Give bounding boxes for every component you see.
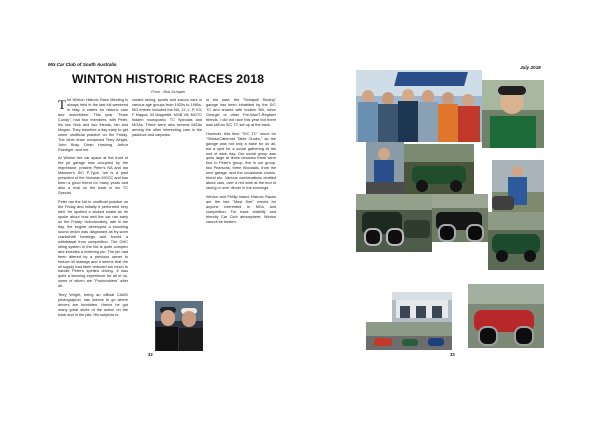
article-column-3 bbox=[206, 98, 276, 360]
race-driver-closeup-photo bbox=[482, 80, 544, 148]
paragraph-entries: cluded racing, sports and saloon cars in various age groups from 1920s to 1980s. MG entries included the NA, J2, L, P, K3, F Magna, 34 Magnette, MGB V8, MGTC hidden monoposto, TC Specials and MGAs. There were also several MGAs among the other interesting cars in the paddock and carparks. bbox=[132, 98, 202, 137]
paragraph-intro bbox=[58, 98, 128, 152]
green-sports-car-photo bbox=[488, 212, 544, 270]
issue-date: July 2018 bbox=[520, 65, 541, 70]
paragraph-photographer: Terry Wright, being an official CAMS photographer, has licence to go where drivers are forbidden. Hence he got many great shots of the action on the track and in the pits. His subjects in- bbox=[58, 293, 128, 318]
page-number-right: 33 bbox=[450, 352, 455, 357]
page-number-left: 32 bbox=[148, 352, 153, 357]
paragraph-garage-history: In the past, the "Schapell Racing" garage has been inhabited by the S/C TC and shared with brother Bill, niece Georgie or other Pre-War/T-Register friends. I did not race this year but there was still an S/C TC set up at the back. bbox=[206, 98, 276, 127]
pit-garage-photo bbox=[392, 292, 452, 322]
paragraph-practice: Peter ran the NA in unofficial practice on the Friday and initially it performed very well. He spotted a wicked snake as he spoke about how well the car ran early on the Friday. Unfortunately, late in the day, the engine developed a knocking sound which was diagnosed as try-worn crankshaft bearings and forced a withdrawal from competition. The OHC idling system in the NA is quite complex and includes a metering pin. The pin had been altered by a previous owner to reduce oil leakage and it seems that the oil supply had been reduced too much to handle Peter's spirited driving. It was quite a learning experience for all of us, some of whom are "Pushrodders" after all. bbox=[58, 200, 128, 289]
left-page bbox=[48, 62, 292, 362]
article-title: WINTON HISTORIC RACES 2018 bbox=[71, 72, 265, 86]
green-race-car-photo bbox=[404, 144, 474, 194]
article-column-2 bbox=[132, 98, 202, 258]
black-open-car-photo bbox=[432, 194, 488, 242]
article-byline: From - Bob Schapel bbox=[151, 90, 185, 94]
vintage-cars-paddock-photo bbox=[356, 194, 432, 252]
team-group-photo bbox=[356, 70, 482, 142]
club-name: MG Car Club of South Australia bbox=[48, 62, 117, 67]
driver-by-car-photo bbox=[366, 142, 404, 194]
paragraph-social: However, this time "S/C TC" stood for "Shiraz/Cabernet Table Chairs," as the garage was not only a base for us all, but a spot for a social gathering at the end of each day. Our social group was quite large at times because there were four in Peter's group, five in our group, two Pearsons, three Woodalls, from the next garage, and the occasional cousin, friend etc. Various combinations chatted about cars, over a red wine at the end of racing or over dinner in the evenings. bbox=[206, 131, 276, 191]
track-action-photo bbox=[366, 322, 452, 350]
drivers-portrait-photo bbox=[155, 301, 203, 351]
paragraph-text: he Winton Historic Race Meeting is always held in the last full weekend in May. It caters for historic cars and motorbikes. This year "Team Cundy", had four members, with Peter, his son Nick and two friends, Ian and Megan. They travelled a day early to get some unofficial practice on the Friday. The other team comprised Terry Wright, John Bray, Dean Hosking, Arthur Ruediger, and me. bbox=[58, 98, 128, 152]
red-race-car-photo bbox=[468, 284, 544, 348]
man-with-car-photo bbox=[492, 160, 544, 212]
drop-cap: T bbox=[58, 98, 66, 112]
paragraph-pit-garage: At Winton the car space at the front of the pit garage was occupied by the impressive, pristine Peter's NA and Ian Mawson's S/C P-Type. Ian is a past president of the Victorian MGCC and has been a good friend for many years and also a rival on the track in his TC Special. bbox=[58, 156, 128, 196]
right-page bbox=[352, 62, 552, 362]
paragraph-conclusion: Winton and Phillip Island Historic Races are the two "Must See" events for anyone interested in MGs and competition. For track visibility and friendly Car Club atmosphere, Winton cannot be beaten. bbox=[206, 195, 276, 224]
article-column-1 bbox=[58, 98, 128, 360]
